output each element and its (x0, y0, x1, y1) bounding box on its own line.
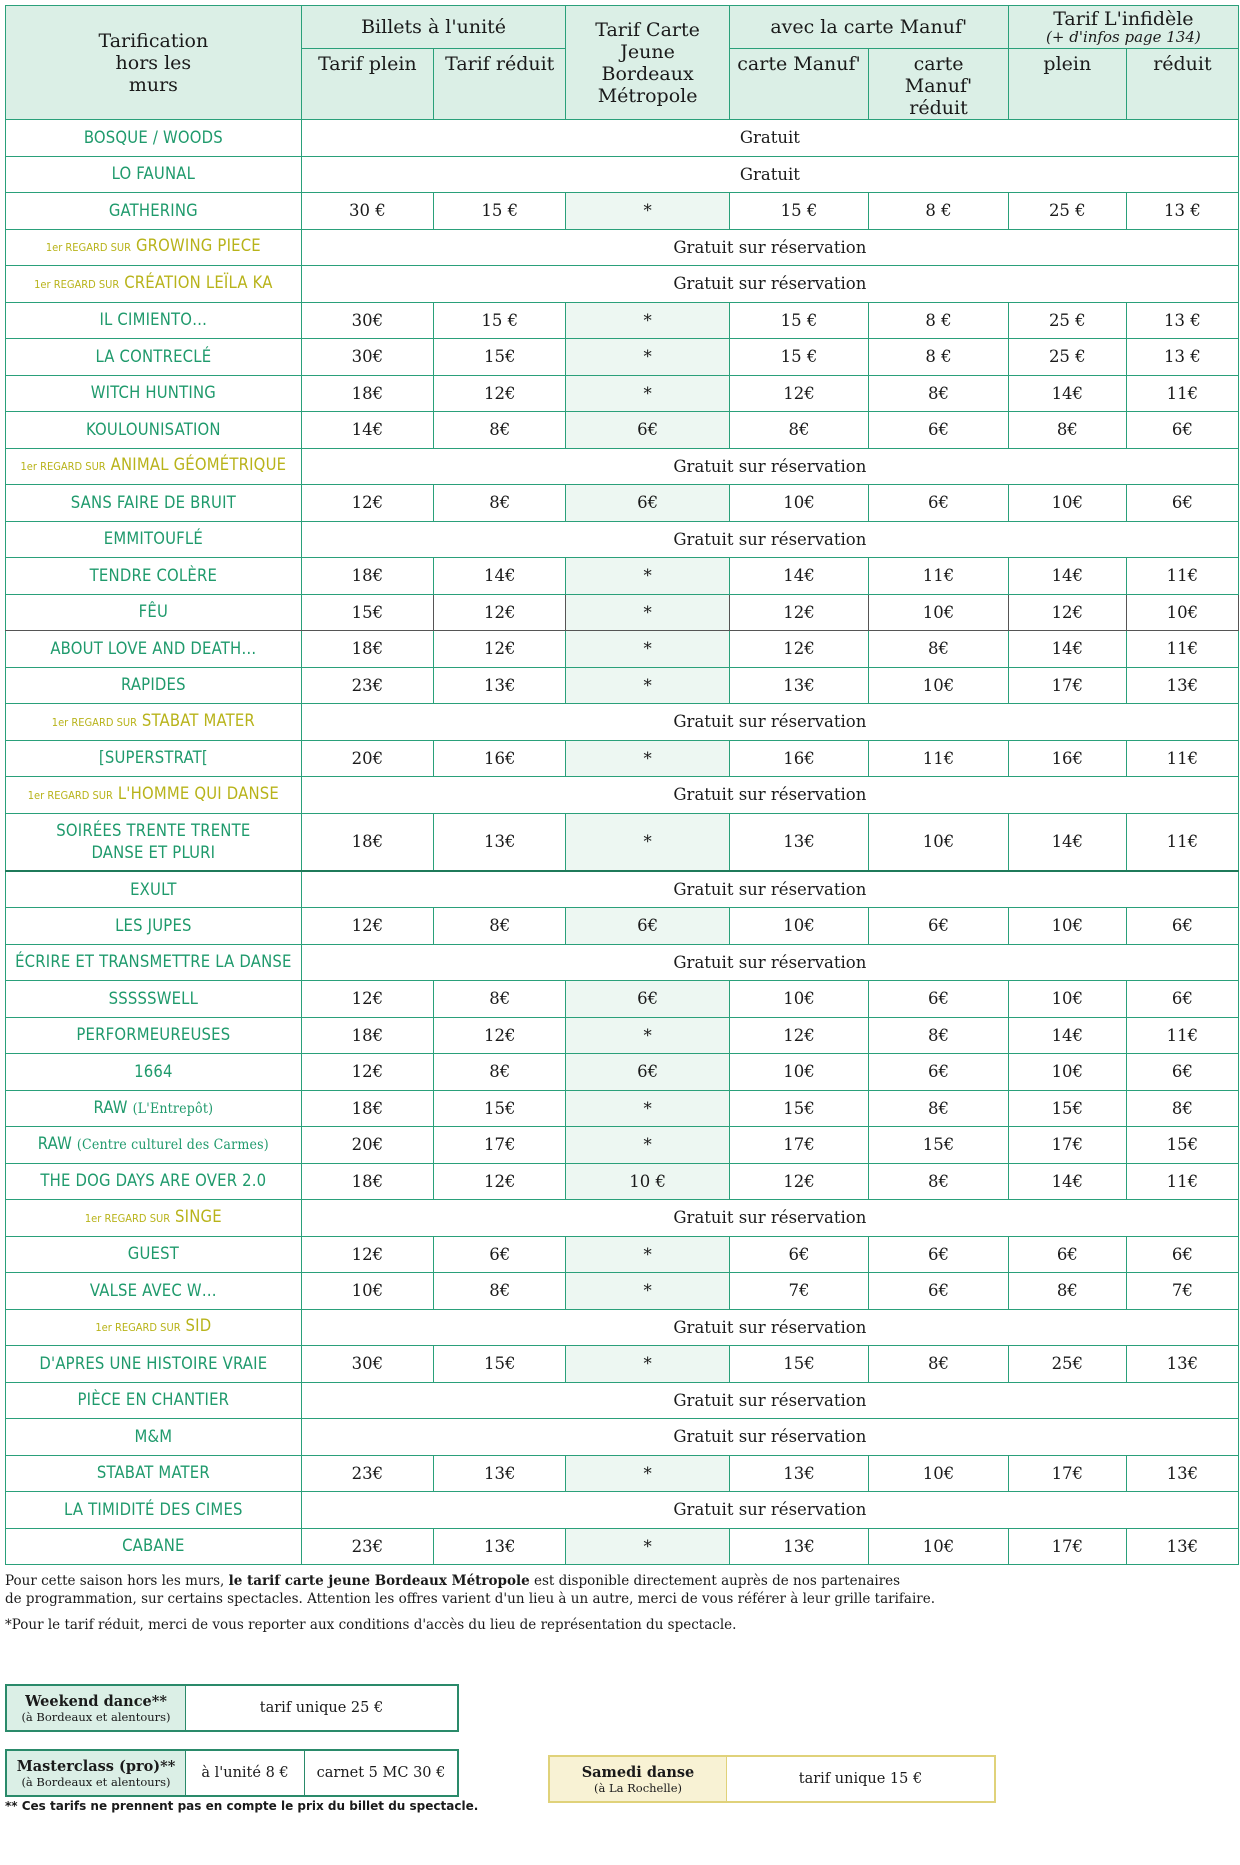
header-carte-jeune: Tarif Carte Jeune Bordeaux Métropole (566, 6, 729, 120)
price-span-cell: Gratuit sur réservation (301, 266, 1238, 303)
price-cell: 13€ (729, 813, 869, 871)
show-name: 1er REGARD SUR SID (6, 1309, 302, 1346)
table-row (6, 631, 1239, 668)
note-line-1: Pour cette saison hors les murs, le tarif carte jeune Bordeaux Métropole est disponible directement auprès de nos partenaires (5, 1573, 901, 1589)
price-cell: 13€ (1126, 1346, 1238, 1383)
table-row (6, 339, 1239, 376)
notes (5, 1572, 1105, 1634)
price-cell: 25 € (1008, 193, 1126, 230)
price-cell: 8€ (434, 412, 566, 449)
masterclass-box (5, 1749, 459, 1797)
price-cell: * (566, 667, 729, 704)
price-cell: 10€ (869, 1528, 1009, 1565)
table-row (6, 1200, 1239, 1237)
samedi-danse-price: tarif unique 15 € (798, 1771, 923, 1787)
price-cell: 8€ (869, 1090, 1009, 1127)
price-cell: 25€ (1008, 1346, 1126, 1383)
price-span-cell: Gratuit sur réservation (301, 777, 1238, 814)
price-cell: 14€ (729, 558, 869, 595)
price-cell: 6€ (1126, 1054, 1238, 1091)
weekend-dance-box (5, 1684, 459, 1732)
price-cell: 17€ (1008, 1127, 1126, 1164)
header-avec-carte: avec la carte Manuf' (729, 6, 1008, 49)
price-cell: 10€ (1126, 594, 1238, 631)
price-cell: 8€ (434, 485, 566, 522)
price-cell: 17€ (729, 1127, 869, 1164)
price-cell: 10€ (729, 485, 869, 522)
table-row (6, 229, 1239, 266)
price-cell: 12€ (729, 375, 869, 412)
price-cell: 10€ (1008, 485, 1126, 522)
price-cell: 10€ (869, 813, 1009, 871)
price-cell: 14€ (1008, 631, 1126, 668)
table-row (6, 594, 1239, 631)
price-cell: 8 € (869, 193, 1009, 230)
table-row (6, 813, 1239, 871)
price-cell: 10€ (1008, 908, 1126, 945)
header-tarif-reduit: Tarif réduit (434, 49, 566, 120)
price-cell: 8€ (1126, 1090, 1238, 1127)
price-cell: 12€ (729, 1163, 869, 1200)
samedi-danse-label: Samedi danse (à La Rochelle) (550, 1757, 727, 1801)
price-cell: 12€ (434, 631, 566, 668)
price-cell: 7€ (729, 1273, 869, 1310)
price-span-cell: Gratuit sur réservation (301, 1492, 1238, 1529)
price-cell: 15 € (434, 193, 566, 230)
price-cell: 30€ (301, 339, 433, 376)
show-name: VALSE AVEC W… (6, 1273, 302, 1310)
show-name: ABOUT LOVE AND DEATH… (6, 631, 302, 668)
price-cell: 6€ (729, 1236, 869, 1273)
price-cell: 12€ (434, 594, 566, 631)
price-cell: 6€ (869, 412, 1009, 449)
price-cell: 18€ (301, 1017, 433, 1054)
price-cell: 10€ (729, 981, 869, 1018)
header-infidele-note: (+ d'infos page 134) (1046, 27, 1201, 46)
table-row (6, 1163, 1239, 1200)
table-row (6, 1382, 1239, 1419)
show-name: M&M (6, 1419, 302, 1456)
header-carte-manuf: carte Manuf' (729, 49, 869, 120)
weekend-dance-label: Weekend dance** (à Bordeaux et alentours) (7, 1686, 186, 1730)
price-cell: 6€ (566, 908, 729, 945)
price-cell: 12€ (1008, 594, 1126, 631)
price-span-cell: Gratuit (301, 120, 1238, 157)
show-name: 1er REGARD SUR SINGE (6, 1200, 302, 1237)
price-cell: 20€ (301, 740, 433, 777)
table-row (6, 740, 1239, 777)
price-cell: 17€ (1008, 1455, 1126, 1492)
price-cell: 6€ (869, 1236, 1009, 1273)
price-cell: * (566, 339, 729, 376)
table-row (6, 412, 1239, 449)
show-name: KOULOUNISATION (6, 412, 302, 449)
price-cell: 8€ (869, 1163, 1009, 1200)
header-infidele: Tarif L'infidèle (+ d'infos page 134) (1008, 6, 1238, 49)
show-name: WITCH HUNTING (6, 375, 302, 412)
price-cell: 8 € (869, 302, 1009, 339)
table-row (6, 777, 1239, 814)
price-span-cell: Gratuit sur réservation (301, 1382, 1238, 1419)
price-cell: * (566, 375, 729, 412)
price-cell: 16€ (729, 740, 869, 777)
price-cell: 13€ (729, 1455, 869, 1492)
show-name: 1er REGARD SUR ANIMAL GÉOMÉTRIQUE (6, 448, 302, 485)
show-name: LA TIMIDITÉ DES CIMES (6, 1492, 302, 1529)
show-name: [SUPERSTRAT[ (6, 740, 302, 777)
table-row (6, 193, 1239, 230)
price-span-cell: Gratuit sur réservation (301, 944, 1238, 981)
show-name: SOIRÉES TRENTE TRENTE DANSE ET PLURI (6, 813, 302, 871)
price-cell: 30 € (301, 193, 433, 230)
price-cell: 8€ (869, 1017, 1009, 1054)
show-name: ÉCRIRE ET TRANSMETTRE LA DANSE (6, 944, 302, 981)
table-row (6, 1054, 1239, 1091)
price-cell: 8€ (434, 1054, 566, 1091)
price-cell: 14€ (1008, 558, 1126, 595)
table-row (6, 1127, 1239, 1164)
price-cell: 8€ (729, 412, 869, 449)
table-row (6, 1017, 1239, 1054)
table-row (6, 1419, 1239, 1456)
table-row (6, 375, 1239, 412)
price-cell: * (566, 1090, 729, 1127)
price-span-cell: Gratuit sur réservation (301, 521, 1238, 558)
price-cell: 14€ (1008, 813, 1126, 871)
price-cell: 13€ (729, 667, 869, 704)
price-cell: 17€ (1008, 1528, 1126, 1565)
pricing-table-wrapper (5, 5, 1239, 1565)
price-cell: 15€ (869, 1127, 1009, 1164)
price-cell: 12€ (434, 1017, 566, 1054)
price-cell: 10€ (869, 1455, 1009, 1492)
show-name: LES JUPES (6, 908, 302, 945)
price-cell: 11€ (869, 558, 1009, 595)
price-cell: 6€ (1126, 412, 1238, 449)
price-cell: * (566, 558, 729, 595)
table-row (6, 1309, 1239, 1346)
show-name: 1er REGARD SUR L'HOMME QUI DANSE (6, 777, 302, 814)
show-name: 1664 (6, 1054, 302, 1091)
masterclass-unit-price: à l'unité 8 € (186, 1751, 305, 1795)
price-cell: 12€ (301, 1236, 433, 1273)
price-cell: 6€ (869, 1054, 1009, 1091)
price-cell: 13€ (434, 813, 566, 871)
price-cell: 10€ (869, 667, 1009, 704)
price-cell: 6€ (869, 1273, 1009, 1310)
price-cell: 23€ (301, 1528, 433, 1565)
masterclass-label: Masterclass (pro)** (à Bordeaux et alentours) (7, 1751, 186, 1795)
price-cell: 8€ (1008, 1273, 1126, 1310)
price-cell: 17€ (1008, 667, 1126, 704)
price-cell: 15€ (1008, 1090, 1126, 1127)
price-cell: 13€ (1126, 667, 1238, 704)
table-row (6, 266, 1239, 303)
table-row (6, 667, 1239, 704)
price-cell: 8€ (869, 1346, 1009, 1383)
table-row (6, 156, 1239, 193)
price-cell: 6€ (566, 412, 729, 449)
price-cell: 18€ (301, 375, 433, 412)
price-cell: 12€ (434, 1163, 566, 1200)
show-name: RAPIDES (6, 667, 302, 704)
masterclass-carnet-price: carnet 5 MC 30 € (316, 1765, 446, 1781)
table-row (6, 981, 1239, 1018)
price-cell: 15€ (729, 1346, 869, 1383)
price-cell: * (566, 813, 729, 871)
price-cell: 13 € (1126, 302, 1238, 339)
price-cell: 30€ (301, 302, 433, 339)
table-row (6, 871, 1239, 908)
price-span-cell: Gratuit sur réservation (301, 871, 1238, 908)
price-cell: 11€ (1126, 813, 1238, 871)
price-cell: 8€ (434, 1273, 566, 1310)
footnote: ** Ces tarifs ne prennent pas en compte le prix du billet du spectacle. (5, 1799, 479, 1813)
price-cell: 18€ (301, 631, 433, 668)
price-cell: 18€ (301, 813, 433, 871)
table-row (6, 1346, 1239, 1383)
show-name: EMMITOUFLÉ (6, 521, 302, 558)
price-cell: 6€ (869, 908, 1009, 945)
price-cell: 6€ (1126, 485, 1238, 522)
price-cell: 6€ (1008, 1236, 1126, 1273)
price-cell: 12€ (729, 594, 869, 631)
price-cell: * (566, 594, 729, 631)
price-cell: 15 € (434, 302, 566, 339)
show-name: 1er REGARD SUR CRÉATION LEÏLA KA (6, 266, 302, 303)
pricing-table (5, 5, 1239, 1565)
price-cell: 16€ (1008, 740, 1126, 777)
price-cell: 10€ (1008, 1054, 1126, 1091)
price-cell: 13€ (729, 1528, 869, 1565)
price-cell: 12€ (434, 375, 566, 412)
price-cell: * (566, 1455, 729, 1492)
price-cell: 11€ (1126, 1017, 1238, 1054)
price-cell: 14€ (1008, 1017, 1126, 1054)
price-cell: 12€ (729, 631, 869, 668)
price-span-cell: Gratuit sur réservation (301, 1309, 1238, 1346)
price-cell: 10 € (566, 1163, 729, 1200)
price-cell: 14€ (301, 412, 433, 449)
show-name: PERFORMEUREUSES (6, 1017, 302, 1054)
header-tarif-plein: Tarif plein (301, 49, 433, 120)
price-cell: 14€ (1008, 375, 1126, 412)
show-name: IL CIMIENTO… (6, 302, 302, 339)
show-name: D'APRES UNE HISTOIRE VRAIE (6, 1346, 302, 1383)
price-cell: 30€ (301, 1346, 433, 1383)
price-span-cell: Gratuit sur réservation (301, 229, 1238, 266)
note-line-2: de programmation, sur certains spectacles. Attention les offres varient d'un lieu à un autre, merci de vous référer à leur grille tarifaire. (5, 1591, 936, 1607)
price-cell: 15€ (434, 1090, 566, 1127)
price-cell: 20€ (301, 1127, 433, 1164)
price-cell: 15€ (729, 1090, 869, 1127)
table-row (6, 558, 1239, 595)
price-cell: 18€ (301, 1163, 433, 1200)
table-row (6, 120, 1239, 157)
price-cell: * (566, 1273, 729, 1310)
show-name: RAW (L'Entrepôt) (6, 1090, 302, 1127)
price-cell: * (566, 1528, 729, 1565)
price-cell: 8€ (434, 981, 566, 1018)
table-row (6, 1090, 1239, 1127)
price-span-cell: Gratuit sur réservation (301, 448, 1238, 485)
price-cell: 6€ (434, 1236, 566, 1273)
price-cell: 8€ (869, 631, 1009, 668)
price-cell: 11€ (1126, 1163, 1238, 1200)
show-name: 1er REGARD SUR STABAT MATER (6, 704, 302, 741)
price-cell: 8€ (434, 908, 566, 945)
table-row (6, 944, 1239, 981)
price-cell: * (566, 740, 729, 777)
table-row (6, 908, 1239, 945)
show-name: GUEST (6, 1236, 302, 1273)
price-cell: * (566, 1017, 729, 1054)
show-name: STABAT MATER (6, 1455, 302, 1492)
header-reduit: réduit (1126, 49, 1238, 120)
table-row (6, 521, 1239, 558)
price-cell: 25 € (1008, 302, 1126, 339)
price-cell: * (566, 193, 729, 230)
price-cell: 6€ (869, 485, 1009, 522)
price-cell: 11€ (1126, 740, 1238, 777)
show-name: RAW (Centre culturel des Carmes) (6, 1127, 302, 1164)
price-cell: 10€ (301, 1273, 433, 1310)
price-cell: 8€ (1008, 412, 1126, 449)
price-cell: 13€ (434, 667, 566, 704)
table-row (6, 1273, 1239, 1310)
price-cell: 12€ (301, 485, 433, 522)
price-cell: 6€ (566, 981, 729, 1018)
note-star: *Pour le tarif réduit, merci de vous reporter aux conditions d'accès du lieu de représentation du spectacle. (5, 1617, 737, 1633)
price-cell: 23€ (301, 1455, 433, 1492)
price-cell: 15 € (729, 302, 869, 339)
price-cell: 10€ (869, 594, 1009, 631)
price-cell: 12€ (301, 981, 433, 1018)
samedi-danse-box (548, 1755, 996, 1803)
show-name: LA CONTRECLÉ (6, 339, 302, 376)
table-row (6, 1236, 1239, 1273)
show-name: BOSQUE / WOODS (6, 120, 302, 157)
price-cell: 15€ (301, 594, 433, 631)
price-cell: 11€ (1126, 558, 1238, 595)
price-span-cell: Gratuit sur réservation (301, 704, 1238, 741)
price-span-cell: Gratuit sur réservation (301, 1200, 1238, 1237)
table-row (6, 1492, 1239, 1529)
price-cell: 6€ (869, 981, 1009, 1018)
price-cell: 25 € (1008, 339, 1126, 376)
table-row (6, 448, 1239, 485)
header-carte-manuf-reduit: carte Manuf' réduit (869, 49, 1009, 120)
price-cell: * (566, 1346, 729, 1383)
table-row (6, 704, 1239, 741)
price-cell: 18€ (301, 1090, 433, 1127)
price-span-cell: Gratuit (301, 156, 1238, 193)
weekend-dance-price: tarif unique 25 € (259, 1700, 384, 1716)
price-cell: 16€ (434, 740, 566, 777)
price-cell: 11€ (1126, 375, 1238, 412)
price-cell: * (566, 1127, 729, 1164)
price-cell: 15 € (729, 339, 869, 376)
price-cell: * (566, 1236, 729, 1273)
table-row (6, 485, 1239, 522)
show-name: PIÈCE EN CHANTIER (6, 1382, 302, 1419)
price-cell: 6€ (1126, 1236, 1238, 1273)
price-cell: 13 € (1126, 339, 1238, 376)
price-cell: 13€ (1126, 1528, 1238, 1565)
price-span-cell: Gratuit sur réservation (301, 1419, 1238, 1456)
price-cell: 10€ (729, 1054, 869, 1091)
show-name: CABANE (6, 1528, 302, 1565)
price-cell: 10€ (1008, 981, 1126, 1018)
price-cell: * (566, 302, 729, 339)
price-cell: 10€ (729, 908, 869, 945)
price-cell: 15 € (729, 193, 869, 230)
show-name: THE DOG DAYS ARE OVER 2.0 (6, 1163, 302, 1200)
price-cell: 13€ (434, 1455, 566, 1492)
price-cell: 23€ (301, 667, 433, 704)
pricing-rows (6, 120, 1239, 1565)
price-cell: 6€ (1126, 908, 1238, 945)
price-cell: 7€ (1126, 1273, 1238, 1310)
show-name: FÊU (6, 594, 302, 631)
price-cell: 15€ (434, 1346, 566, 1383)
price-cell: * (566, 631, 729, 668)
price-cell: 11€ (1126, 631, 1238, 668)
table-row (6, 1455, 1239, 1492)
show-name: SSSSSWELL (6, 981, 302, 1018)
show-name: GATHERING (6, 193, 302, 230)
price-cell: 14€ (1008, 1163, 1126, 1200)
price-cell: 13€ (434, 1528, 566, 1565)
price-cell: 12€ (729, 1017, 869, 1054)
price-cell: 13€ (1126, 1455, 1238, 1492)
header-row-title: Tarification hors les murs (6, 6, 302, 120)
price-cell: 6€ (566, 1054, 729, 1091)
price-cell: 15€ (434, 339, 566, 376)
price-cell: 12€ (301, 908, 433, 945)
header-plein: plein (1008, 49, 1126, 120)
show-name: EXULT (6, 871, 302, 908)
table-row (6, 1528, 1239, 1565)
show-name: 1er REGARD SUR GROWING PIECE (6, 229, 302, 266)
price-cell: 13 € (1126, 193, 1238, 230)
price-cell: 15€ (1126, 1127, 1238, 1164)
price-cell: 14€ (434, 558, 566, 595)
header-billets: Billets à l'unité (301, 6, 566, 49)
price-cell: 17€ (434, 1127, 566, 1164)
show-name: TENDRE COLÈRE (6, 558, 302, 595)
show-name: SANS FAIRE DE BRUIT (6, 485, 302, 522)
price-cell: 8 € (869, 339, 1009, 376)
price-cell: 12€ (301, 1054, 433, 1091)
price-cell: 18€ (301, 558, 433, 595)
price-cell: 11€ (869, 740, 1009, 777)
price-cell: 6€ (566, 485, 729, 522)
price-cell: 8€ (869, 375, 1009, 412)
show-name: LO FAUNAL (6, 156, 302, 193)
table-row (6, 302, 1239, 339)
price-cell: 6€ (1126, 981, 1238, 1018)
